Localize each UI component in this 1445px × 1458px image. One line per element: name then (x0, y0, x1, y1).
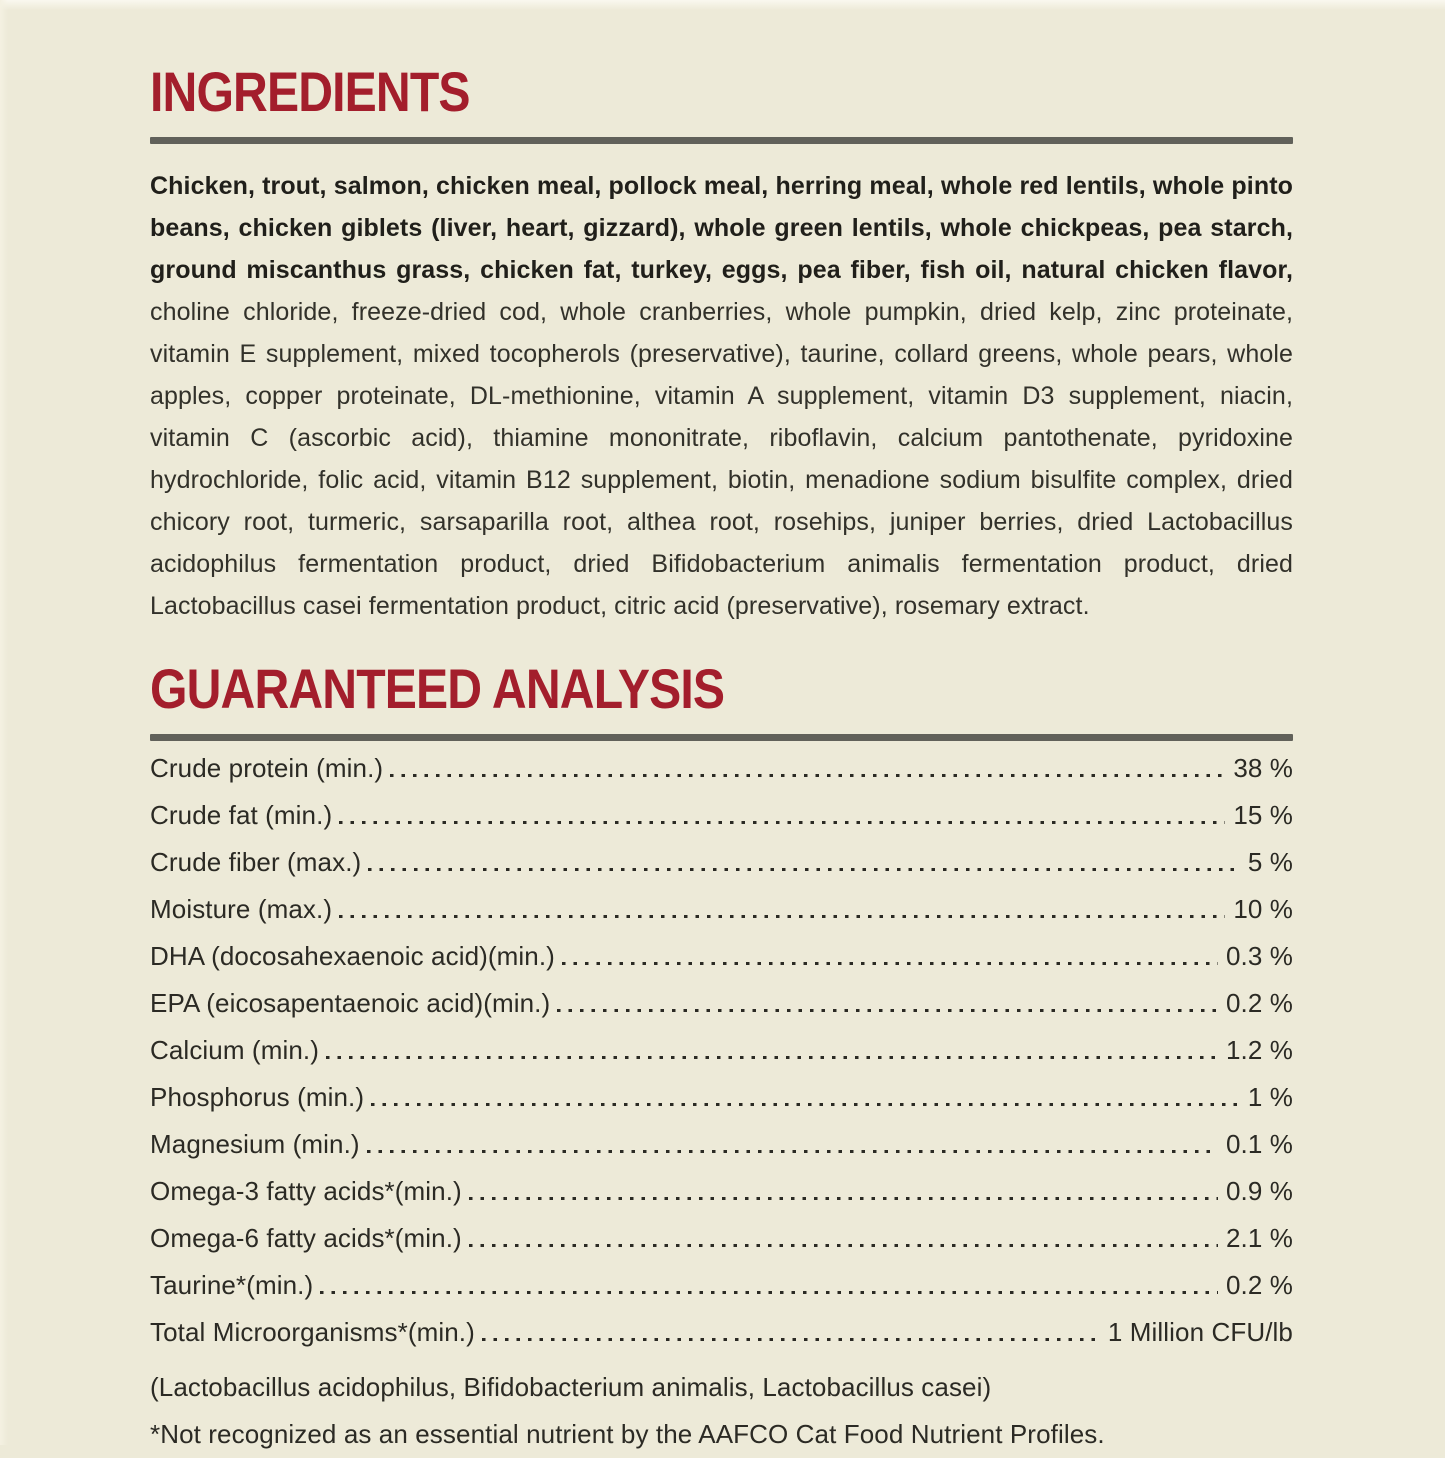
analysis-row-magnesium (150, 1129, 1293, 1176)
analysis-value: 0.9 % (1226, 1176, 1293, 1206)
analysis-value: 5 % (1247, 847, 1293, 877)
analysis-row-crude-fiber (150, 847, 1293, 894)
guaranteed-analysis-divider (150, 734, 1293, 741)
analysis-row-total-microorganisms (150, 1317, 1293, 1364)
analysis-label: Crude fiber (max.) (150, 847, 362, 877)
ingredients-primary-list: Chicken, trout, salmon, chicken meal, pollock meal, herring meal, whole red lentils, whole pinto beans, chicken giblets (liver, heart, gizzard), whole green lentils, whole chickpeas, pea starch, ground miscanthus grass, chicken fat, turkey, eggs, pea fiber, fish oil, natural chicken flavor, (150, 172, 1293, 284)
analysis-label: Omega-3 fatty acids*(min.) (150, 1176, 462, 1206)
analysis-row-omega3 (150, 1176, 1293, 1223)
analysis-label: EPA (eicosapentaenoic acid)(min.) (150, 988, 551, 1018)
analysis-row-phosphorus (150, 1082, 1293, 1129)
dot-leader (482, 1337, 1100, 1341)
analysis-label: DHA (docosahexaenoic acid)(min.) (150, 941, 555, 971)
analysis-row-moisture (150, 894, 1293, 941)
dot-leader (326, 1055, 1218, 1059)
analysis-table (150, 753, 1293, 1364)
label-left-edge (0, 0, 8, 1445)
analysis-value: 1.2 % (1226, 1035, 1293, 1065)
analysis-label: Magnesium (min.) (150, 1129, 360, 1159)
analysis-value: 38 % (1233, 753, 1293, 783)
analysis-row-crude-fat (150, 800, 1293, 847)
guaranteed-analysis-heading: GUARANTEED ANALYSIS (150, 657, 725, 720)
analysis-row-crude-protein (150, 753, 1293, 800)
analysis-row-calcium (150, 1035, 1293, 1082)
analysis-row-omega6 (150, 1223, 1293, 1270)
analysis-label: Crude fat (min.) (150, 800, 333, 830)
aafco-footnote: *Not recognized as an essential nutrient by the AAFCO Cat Food Nutrient Profiles. (150, 1419, 1105, 1449)
dot-leader (390, 773, 1225, 777)
analysis-label: Total Microorganisms*(min.) (150, 1317, 475, 1347)
dot-leader (371, 1102, 1240, 1106)
ingredients-paragraph (150, 165, 1293, 627)
ingredients-divider (150, 137, 1293, 144)
analysis-label: Omega-6 fatty acids*(min.) (150, 1223, 462, 1253)
analysis-value: 10 % (1233, 894, 1293, 924)
dot-leader (368, 867, 1240, 871)
dot-leader (562, 961, 1218, 965)
dot-leader (339, 820, 1225, 824)
dot-leader (320, 1290, 1218, 1294)
ingredients-heading: INGREDIENTS (150, 60, 470, 123)
analysis-label: Crude protein (min.) (150, 753, 384, 783)
analysis-value: 1 Million CFU/lb (1107, 1317, 1293, 1347)
analysis-label: Moisture (max.) (150, 894, 333, 924)
ingredients-secondary-list: choline chloride, freeze-dried cod, whole cranberries, whole pumpkin, dried kelp, zinc proteinate, vitamin E supplement, mixed tocopherols (preservative), taurine, collard greens, whole pears, whole apples, copper proteinate, DL-methionine, vitamin A supplement, vitamin D3 supplement, niacin, vitamin C (ascorbic acid), thiamine mononitrate, riboflavin, calcium pantothenate, pyridoxine hydrochloride, folic acid, vitamin B12 supplement, biotin, menadione sodium bisulfite complex, dried chicory root, turmeric, sarsaparilla root, althea root, rosehips, juniper berries, dried Lactobacillus acidophilus fermentation product, dried Bifidobacterium animalis fermentation product, dried Lactobacillus casei fermentation product, citric acid (preservative), rosemary extract. (150, 298, 1293, 620)
analysis-value: 0.1 % (1226, 1129, 1293, 1159)
analysis-label: Calcium (min.) (150, 1035, 319, 1065)
analysis-value: 2.1 % (1226, 1223, 1293, 1253)
label-top-edge (0, 0, 1445, 10)
analysis-value: 0.3 % (1226, 941, 1293, 971)
analysis-label: Phosphorus (min.) (150, 1082, 365, 1112)
guaranteed-analysis-section (150, 657, 1293, 1458)
analysis-value: 1 % (1247, 1082, 1293, 1112)
analysis-label: Taurine*(min.) (150, 1270, 314, 1300)
dot-leader (469, 1243, 1218, 1247)
dot-leader (557, 1008, 1218, 1012)
analysis-row-dha (150, 941, 1293, 988)
dot-leader (469, 1196, 1218, 1200)
analysis-value: 15 % (1233, 800, 1293, 830)
analysis-value: 0.2 % (1226, 1270, 1293, 1300)
analysis-row-epa (150, 988, 1293, 1035)
dot-leader (339, 914, 1225, 918)
analysis-value: 0.2 % (1226, 988, 1293, 1018)
analysis-row-taurine (150, 1270, 1293, 1317)
dot-leader (367, 1149, 1218, 1153)
ingredients-section (150, 60, 1293, 627)
microorganisms-detail: (Lactobacillus acidophilus, Bifidobacterium animalis, Lactobacillus casei) (150, 1372, 992, 1402)
